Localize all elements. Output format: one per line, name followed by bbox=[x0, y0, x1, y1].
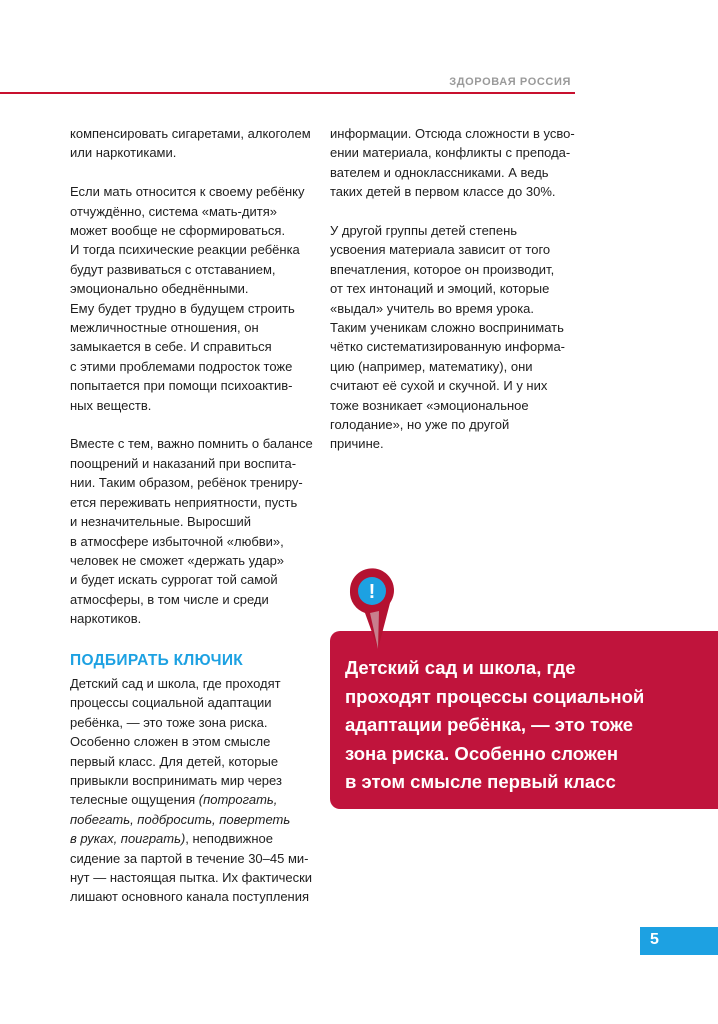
text-line: Особенно сложен в этом смысле bbox=[70, 734, 271, 750]
text-line: считают её сухой и скучной. И у них bbox=[330, 378, 548, 394]
text-line: причине. bbox=[330, 436, 384, 452]
text-line: замыкается в себе. И справиться bbox=[70, 339, 272, 355]
text-line: ных веществ. bbox=[70, 397, 152, 413]
text-line: И тогда психические реакции ребёнка bbox=[70, 242, 300, 258]
text-segment: телесные ощущения bbox=[70, 792, 199, 808]
text-line: поощрений и наказаний при воспита- bbox=[70, 455, 297, 471]
text-line: цию (например, математику), они bbox=[330, 358, 533, 374]
text-line: нии. Таким образом, ребёнок трениру- bbox=[70, 475, 303, 491]
callout-line: Детский сад и школа, где bbox=[345, 657, 576, 678]
callout-line: адаптации ребёнка, — это тоже bbox=[345, 714, 634, 736]
text-line: атмосферы, в том числе и среди bbox=[70, 591, 269, 607]
header-rule bbox=[0, 92, 575, 94]
text-line: нут — настоящая пытка. Их фактически bbox=[70, 870, 313, 886]
text-line: процессы социальной адаптации bbox=[70, 695, 272, 711]
paragraph bbox=[330, 221, 590, 454]
right-column bbox=[330, 124, 590, 454]
text-line: от тех интонаций и эмоций, которые bbox=[330, 281, 550, 297]
text-line: «выдал» учитель во время урока. bbox=[330, 300, 535, 316]
text-line: компенсировать сигаретами, алкоголем bbox=[70, 126, 311, 141]
text-line: усвоения материала зависит от того bbox=[330, 242, 551, 258]
text-line: таких детей в первом классе до 30%. bbox=[330, 184, 556, 200]
text-line: с этими проблемами подросток тоже bbox=[70, 358, 293, 374]
text-line: ребёнка, — это тоже зона риска. bbox=[70, 714, 268, 730]
text-line: Ему будет трудно в будущем строить bbox=[70, 300, 295, 316]
page-number: 5 bbox=[650, 931, 659, 948]
text-line: в атмосфере избыточной «любви», bbox=[70, 533, 284, 549]
text-line: чётко систематизированную информа- bbox=[330, 339, 566, 355]
text-line: человек не сможет «держать удар» bbox=[70, 552, 285, 568]
section-heading: ПОДБИРАТЬ КЛЮЧИК bbox=[70, 652, 244, 669]
text-line: межличностные отношения, он bbox=[70, 320, 259, 336]
text-line: будут развиваться с отставанием, bbox=[70, 261, 276, 277]
text-line: первый класс. Для детей, которые bbox=[70, 753, 279, 769]
left-column bbox=[70, 124, 320, 629]
exclamation-mark: ! bbox=[368, 581, 376, 603]
text-line: ении материала, конфликты с препода- bbox=[330, 145, 571, 161]
italic-segment: в руках, поиграть) bbox=[70, 831, 186, 847]
paragraph bbox=[330, 124, 590, 202]
text-line: Детский сад и школа, где проходят bbox=[70, 676, 281, 691]
text-line: лишают основного канала поступления bbox=[70, 889, 310, 905]
text-line: голодание», но уже по другой bbox=[330, 417, 510, 433]
text-line: У другой группы детей степень bbox=[330, 223, 518, 239]
text-line: и будет искать суррогат той самой bbox=[70, 572, 278, 588]
text-line: сидение за партой в течение 30–45 ми- bbox=[70, 850, 309, 866]
text-line: отчуждённо, система «мать-дитя» bbox=[70, 203, 277, 219]
italic-segment: (потрогать, bbox=[198, 792, 278, 808]
paragraph bbox=[70, 182, 320, 415]
text-line: побегать, подбросить, повертеть bbox=[70, 811, 291, 827]
text-line: впечатления, которое он производит, bbox=[330, 261, 555, 277]
text-line: информации. Отсюда сложности в усво- bbox=[330, 126, 575, 141]
text-line: наркотиков. bbox=[70, 611, 142, 627]
text-line: Таким ученикам сложно воспринимать bbox=[330, 320, 564, 336]
callout-text bbox=[345, 654, 710, 797]
text-line: Вместе с тем, важно помнить о балансе bbox=[70, 436, 313, 452]
text-line: вателем и одноклассниками. А ведь bbox=[330, 164, 549, 180]
text-line: или наркотиками. bbox=[70, 145, 177, 161]
text-line bbox=[70, 790, 325, 809]
text-line: ется переживать неприятности, пусть bbox=[70, 494, 298, 510]
text-line: и незначительные. Выросший bbox=[70, 514, 251, 530]
text-line: попытается при помощи психоактив- bbox=[70, 378, 293, 394]
section-body bbox=[70, 674, 325, 907]
callout-line: зона риска. Особенно сложен bbox=[345, 742, 619, 764]
text-line: тоже возникает «эмоциональное bbox=[330, 397, 529, 413]
text-line: может вообще не сформироваться. bbox=[70, 223, 286, 239]
paragraph bbox=[70, 124, 320, 163]
callout-line: проходят процессы социальной bbox=[345, 685, 645, 707]
exclamation-icon bbox=[346, 563, 398, 651]
text-line: Если мать относится к своему ребёнку bbox=[70, 184, 305, 200]
running-header: ЗДОРОВАЯ РОССИЯ bbox=[449, 76, 571, 88]
paragraph bbox=[70, 434, 320, 628]
text-line bbox=[70, 829, 325, 848]
text-segment: , неподвижное bbox=[185, 831, 273, 847]
text-line: привыкли воспринимать мир через bbox=[70, 773, 282, 789]
callout-line: в этом смысле первый класс bbox=[345, 771, 616, 793]
text-line: эмоционально обеднёнными. bbox=[70, 281, 249, 297]
